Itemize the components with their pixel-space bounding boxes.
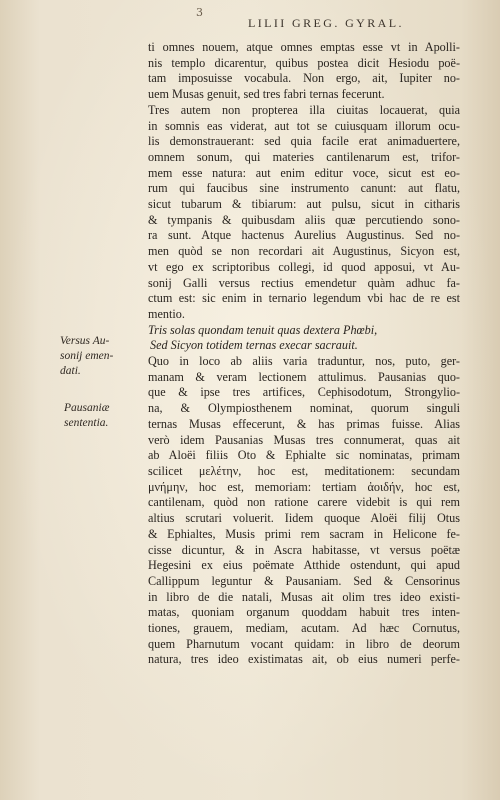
text-line: matas, quoniam organum quoddam habuit tres inten- [148, 605, 460, 620]
text-line: in somnis eas viderat, aut tot se cuiusquam illorum ocu- [148, 118, 460, 133]
text-line: sicut tubarum & tibiarum: aut pulsu, sicut in citharis [148, 197, 460, 212]
text-line: & Ephialtes, Musis primi rem sacram in Helicone fe- [148, 526, 460, 541]
page-number: 3 [196, 6, 203, 19]
text-line: ternas Musas effecerunt, & has primas fuisse. Alias [148, 416, 460, 431]
text-line: tiones, grauem, mediam, acutam. Ad hæc Cornutus, [148, 621, 460, 636]
running-head: LILII GREG. GYRAL. [248, 16, 404, 30]
text-line: lis demonstrauerant: sed quia facile erat animaduertere, [148, 134, 460, 149]
text-line: vt ego ex scriptoribus collegi, id quod apposui, vt Au- [148, 259, 460, 274]
text-line: omnem sonum, qui materies cantilenarum est, trifor- [148, 149, 460, 164]
text-line: que & ipse tres artifices, Cephisodotum, Strongylio- [148, 385, 460, 400]
margin-note-line: sonij emen- [60, 350, 114, 362]
text-line: ab Aloëi filiis Oto & Ephialte sic nominatas, primam [148, 448, 460, 463]
margin-note-pausaniae [64, 401, 109, 431]
text-line: men quòd se non recordari ait Augustinus, Sicyon est, [148, 244, 460, 259]
margin-note-line: Pausaniæ [64, 402, 110, 414]
margin-note-line: sententia. [64, 417, 109, 429]
text-line: rum qui faucibus sine instrumento canunt: aut flatu, [148, 181, 460, 196]
text-line: Quo in loco ab aliis varia traduntur, nos, puto, ger- [148, 354, 460, 369]
text-line: na, & Olympiosthenem nominat, quorum singuli [148, 401, 460, 416]
text-line: cantilenam, quòd non ratione carere videbit is qui rem [148, 495, 460, 510]
text-line: μνήμην, hoc est, memoriam: tertiam ἀοιδήν, hoc est, [148, 479, 460, 494]
text-line: cisse dicuntur, & in Ascra habitasse, vt versus poëtæ [148, 542, 460, 557]
text-line: uem Musas genuit, sed tres fabri ternas fecerunt. [148, 87, 385, 102]
margin-note-versus [60, 334, 113, 379]
text-line: natura, tres ideo existimatas ait, ob eius numeri perfe- [148, 652, 460, 667]
verse-line: Sed Sicyon totidem ternas execar sacrauit. [150, 338, 358, 353]
text-line: ra sunt. Atque hactenus Aurelius Augustinus. Sed no- [148, 228, 460, 243]
text-line: mentio. [148, 306, 185, 321]
text-line: tam imposuisse vocabula. Non ergo, ait, Iupiter no- [148, 71, 460, 86]
text-line: Hegesini ex eius poëmate Atthide ostendunt, qui apud [148, 558, 460, 573]
text-line: ti omnes nouem, atque omnes emptas esse vt in Apolli- [148, 40, 460, 54]
text-line: quem Pharnutum vocant quidam: in libro de deorum [148, 636, 460, 651]
verse-line: Tris solas quondam tenuit quas dextera Phœbi, [148, 322, 378, 337]
text-line: Tres autem non propterea illa ciuitas locauerat, quia [148, 102, 460, 117]
text-line: mem esse natura: aut enim editur voce, sicut est eo- [148, 165, 460, 180]
text-line: verò idem Pausanias Musas tres connumerat, quas ait [148, 432, 460, 447]
text-line: manam & veram lectionem attulimus. Pausanias quo- [148, 369, 460, 384]
text-line: Callippum leguntur & Pausaniam. Sed & Censorinus [148, 573, 460, 588]
text-line: nis templo dicarentur, quibus postea dicit Hesiodu poë- [148, 55, 460, 70]
text-line: & tympanis & quibusdam aliis quæ percutiendo sono- [148, 212, 460, 227]
text-line: scilicet μελέτην, hoc est, meditationem: secundam [148, 463, 460, 478]
margin-note-line: Versus Au- [60, 335, 110, 347]
text-line: altius scrutari voluerit. Iidem quoque Aloëi filij Otus [148, 511, 460, 526]
text-line: in libro de die natali, Musas ait olim tres ideo existi- [148, 589, 460, 604]
text-line: sonij Galli versus rectius emendetur quàm adhuc fa- [148, 275, 460, 290]
text-line: ctum est: sic enim in ternario legendum vbi hac de re est [148, 291, 460, 306]
body-text [148, 40, 460, 668]
margin-note-line: dati. [60, 365, 81, 377]
